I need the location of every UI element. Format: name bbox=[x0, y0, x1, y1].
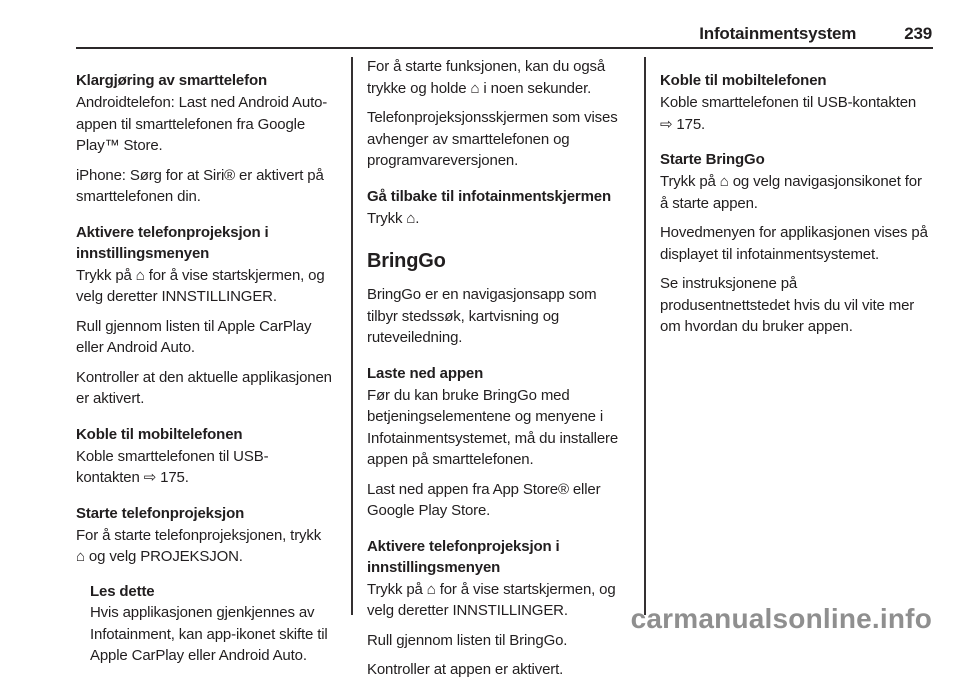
header-rule bbox=[76, 47, 933, 49]
watermark: carmanualsonline.info bbox=[630, 603, 932, 634]
note-body: Hvis applikasjonen gjenkjennes av Infotainment, kan app-ikonet skifte til Apple CarPlay eller Android Auto. bbox=[90, 604, 328, 664]
paragraph: Trykk på ⌂ og velg navigasjonsikonet for å starte appen. bbox=[660, 173, 922, 212]
paragraph: Trykk ⌂. bbox=[367, 209, 420, 227]
paragraph: Telefonprojeksjonsskjermen som vises avhenger av smarttelefonen og programvareversjonen. bbox=[367, 109, 618, 169]
paragraph: Se instruksjonene på produsentnettstedet hvis du vil vite mer om hvordan du bruker appen. bbox=[660, 275, 915, 335]
section-title: BringGo bbox=[367, 250, 446, 272]
paragraph: For å starte telefonprojeksjonen, trykk ⌂ og velg PROJEKSJON. bbox=[76, 526, 322, 565]
note-title: Les dette bbox=[90, 582, 155, 600]
paragraph: Koble smarttelefonen til USB-kontakten ⇨ 175. bbox=[660, 94, 917, 133]
column-1 bbox=[76, 56, 332, 667]
paragraph: Før du kan bruke BringGo med betjeningselementene og menyene i Infotainmentsystemet, må du installere appen på smarttelefonen. bbox=[367, 386, 619, 468]
subsection-heading: Koble til mobiltelefonen bbox=[76, 425, 243, 443]
subsection-heading: Laste ned appen bbox=[367, 364, 484, 382]
column-separator-2 bbox=[644, 57, 646, 615]
column-2 bbox=[367, 56, 623, 689]
paragraph: Rull gjennom listen til Apple CarPlay eller Android Auto. bbox=[76, 317, 312, 356]
paragraph: Kontroller at appen er aktivert. bbox=[367, 661, 564, 678]
paragraph: Koble smarttelefonen til USB-kontakten ⇨ 175. bbox=[76, 447, 269, 486]
subsection-heading: Klargjøring av smarttelefon bbox=[76, 72, 267, 89]
paragraph: Trykk på ⌂ for å vise startskjermen, og velg deretter INNSTILLINGER. bbox=[367, 580, 616, 619]
subsection-heading: Gå tilbake til infotainmentskjermen bbox=[367, 187, 611, 205]
paragraph: Kontroller at den aktuelle applikasjonen er aktivert. bbox=[76, 368, 332, 407]
paragraph: Androidtelefon: Last ned Android Auto-appen til smarttelefonen fra Google Play™ Store. bbox=[76, 94, 328, 154]
header-title: Infotainmentsystem bbox=[699, 24, 857, 43]
paragraph: Last ned appen fra App Store® eller Google Play Store. bbox=[367, 480, 601, 519]
paragraph: BringGo er en navigasjonsapp som tilbyr stedssøk, kartvisning og ruteveiledning. bbox=[367, 286, 597, 346]
note-block bbox=[90, 581, 332, 667]
paragraph: Rull gjennom listen til BringGo. bbox=[367, 631, 568, 649]
subsection-heading: Aktivere telefonprojeksjon i innstillingsmenyen bbox=[76, 223, 269, 262]
subsection-heading: Aktivere telefonprojeksjon i innstillingsmenyen bbox=[367, 537, 560, 576]
column-separator-1 bbox=[351, 57, 353, 615]
paragraph: iPhone: Sørg for at Siri® er aktivert på smarttelefonen din. bbox=[76, 166, 324, 205]
column-3 bbox=[660, 56, 930, 346]
subsection-heading: Starte BringGo bbox=[660, 151, 765, 168]
paragraph: For å starte funksjonen, kan du også trykke og holde ⌂ i noen sekunder. bbox=[367, 58, 606, 97]
page-header bbox=[76, 24, 932, 44]
subsection-heading: Starte telefonprojeksjon bbox=[76, 504, 245, 522]
paragraph: Trykk på ⌂ for å vise startskjermen, og velg deretter INNSTILLINGER. bbox=[76, 266, 325, 305]
page-number: 239 bbox=[904, 24, 932, 43]
paragraph: Hovedmenyen for applikasjonen vises på displayet til infotainmentsystemet. bbox=[660, 224, 928, 263]
subsection-heading: Koble til mobiltelefonen bbox=[660, 72, 827, 89]
